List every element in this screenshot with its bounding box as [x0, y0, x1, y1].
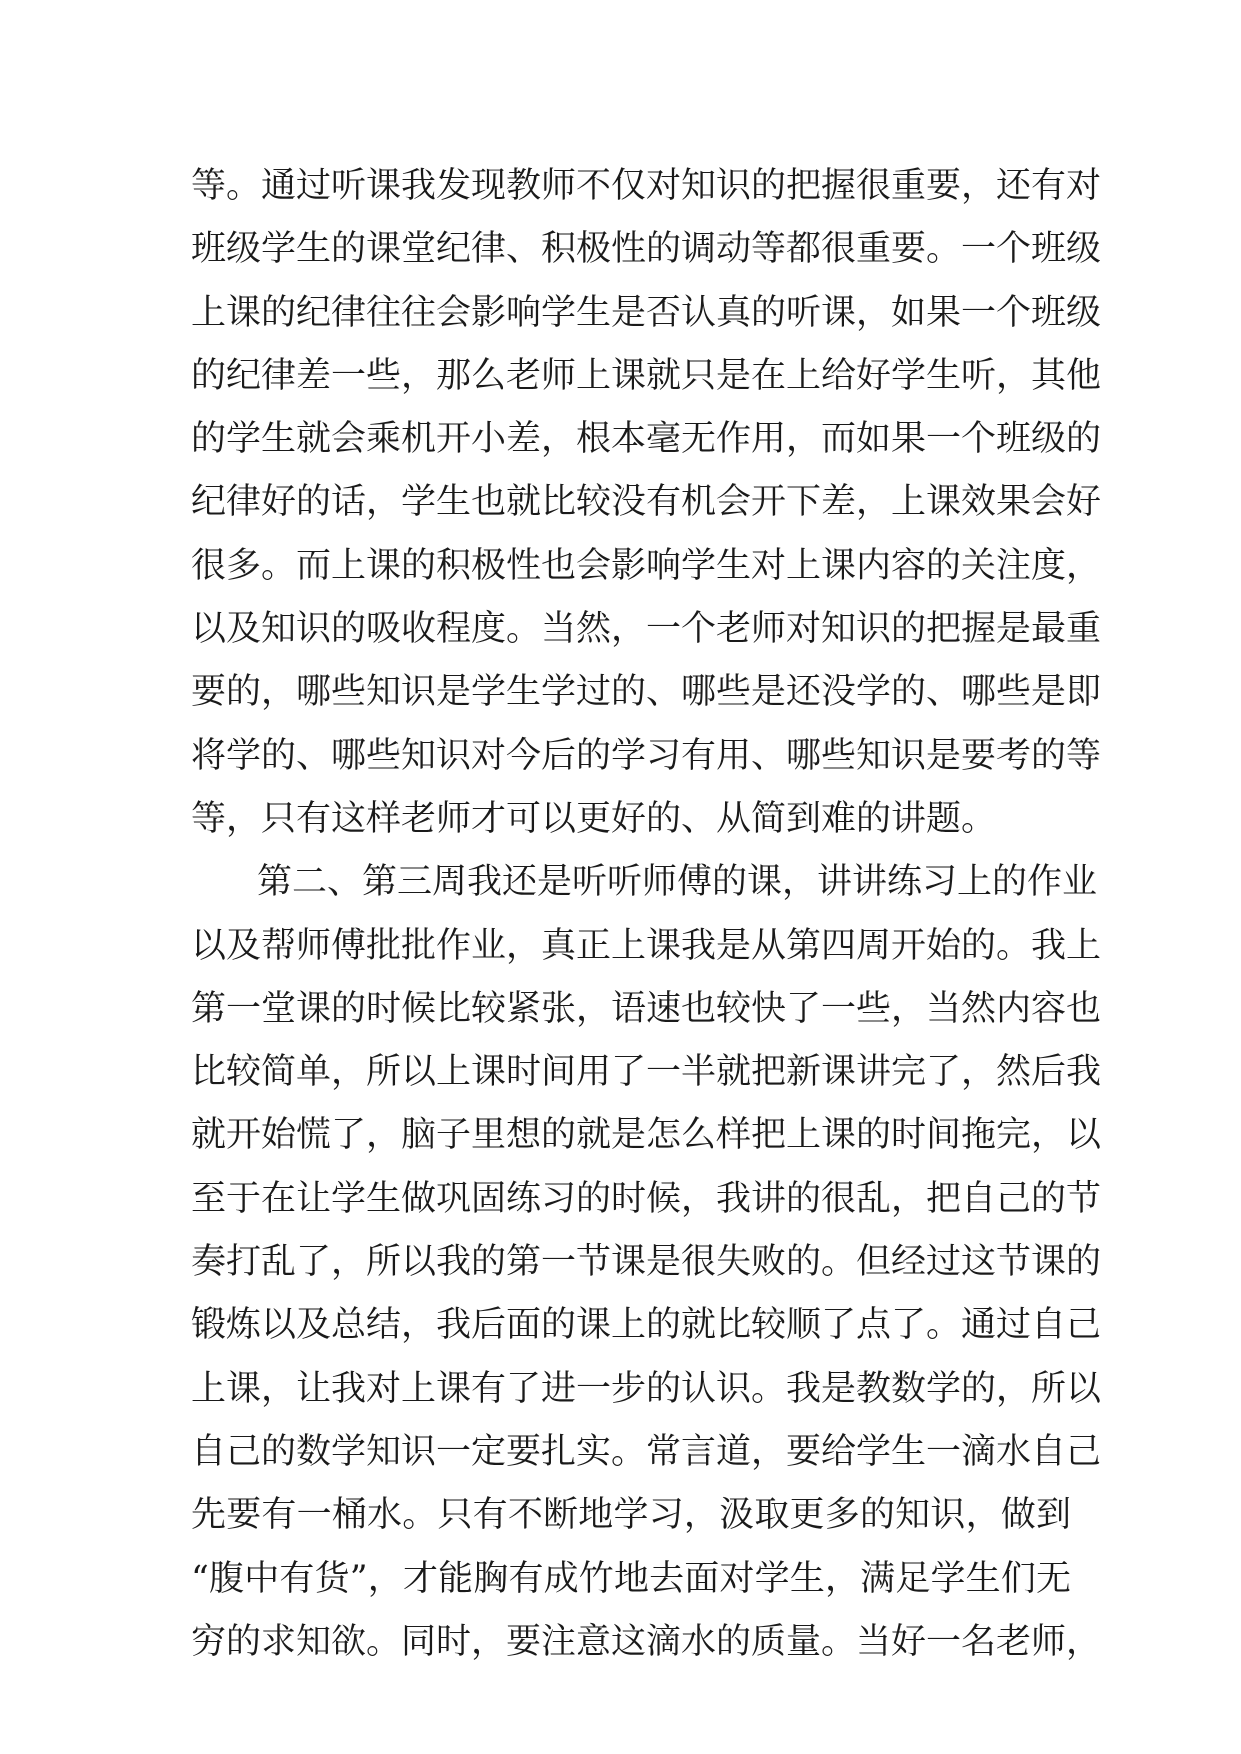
- text-line: 以及知识的吸收程度。当然，一个老师对知识的把握是最重: [191, 609, 1102, 650]
- text-line: 先要有一桶水。只有不断地学习，汲取更多的知识，做到: [191, 1495, 1071, 1536]
- text-line: 就开始慌了，脑子里想的就是怎么样把上课的时间拖完，以: [191, 1115, 1102, 1156]
- text-line: “腹中有货”，才能胸有成竹地去面对学生，满足学生们无: [191, 1558, 1071, 1599]
- text-line: 很多。而上课的积极性也会影响学生对上课内容的关注度，: [191, 545, 1102, 586]
- text-line: 上课，让我对上课有了进一步的认识。我是教数学的，所以: [191, 1368, 1102, 1409]
- text-line: 至于在让学生做巩固练习的时候，我讲的很乱，把自己的节: [191, 1178, 1102, 1219]
- text-line: 将学的、哪些知识对今后的学习有用、哪些知识是要考的等: [191, 735, 1102, 776]
- text-line: 以及帮师傅批批作业，真正上课我是从第四周开始的。我上: [191, 925, 1102, 966]
- text-line: 比较简单，所以上课时间用了一半就把新课讲完了，然后我: [191, 1052, 1102, 1093]
- text-line: 要的，哪些知识是学生学过的、哪些是还没学的、哪些是即: [191, 672, 1102, 713]
- text-line: 奏打乱了，所以我的第一节课是很失败的。但经过这节课的: [191, 1242, 1102, 1283]
- text-line: 锻炼以及总结，我后面的课上的就比较顺了点了。通过自己: [191, 1305, 1102, 1346]
- text-line: 穷的求知欲。同时，要注意这滴水的质量。当好一名老师，: [191, 1621, 1102, 1662]
- paragraph-end-line: 等，只有这样老师才可以更好的、从简到难的讲题。: [191, 798, 997, 839]
- text-line: 第一堂课的时候比较紧张，语速也较快了一些，当然内容也: [191, 988, 1102, 1029]
- text-line: 等。通过听课我发现教师不仅对知识的把握很重要，还有对: [191, 166, 1102, 206]
- text-line: 上课的纪律往往会影响学生是否认真的听课，如果一个班级: [191, 292, 1102, 333]
- text-line: 自己的数学知识一定要扎实。常言道，要给学生一滴水自己: [191, 1431, 1102, 1472]
- text-line: 的学生就会乘机开小差，根本毫无作用，而如果一个班级的: [191, 419, 1102, 460]
- text-line: 纪律好的话，学生也就比较没有机会开下差，上课效果会好: [191, 482, 1102, 523]
- paragraph-start-line: 第二、第三周我还是听听师傅的课，讲讲练习上的作业: [257, 862, 1098, 903]
- body-text: [191, 155, 1102, 1674]
- text-line: 班级学生的课堂纪律、积极性的调动等都很重要。一个班级: [191, 229, 1102, 270]
- text-line: 的纪律差一些，那么老师上课就只是在上给好学生听，其他: [191, 355, 1102, 396]
